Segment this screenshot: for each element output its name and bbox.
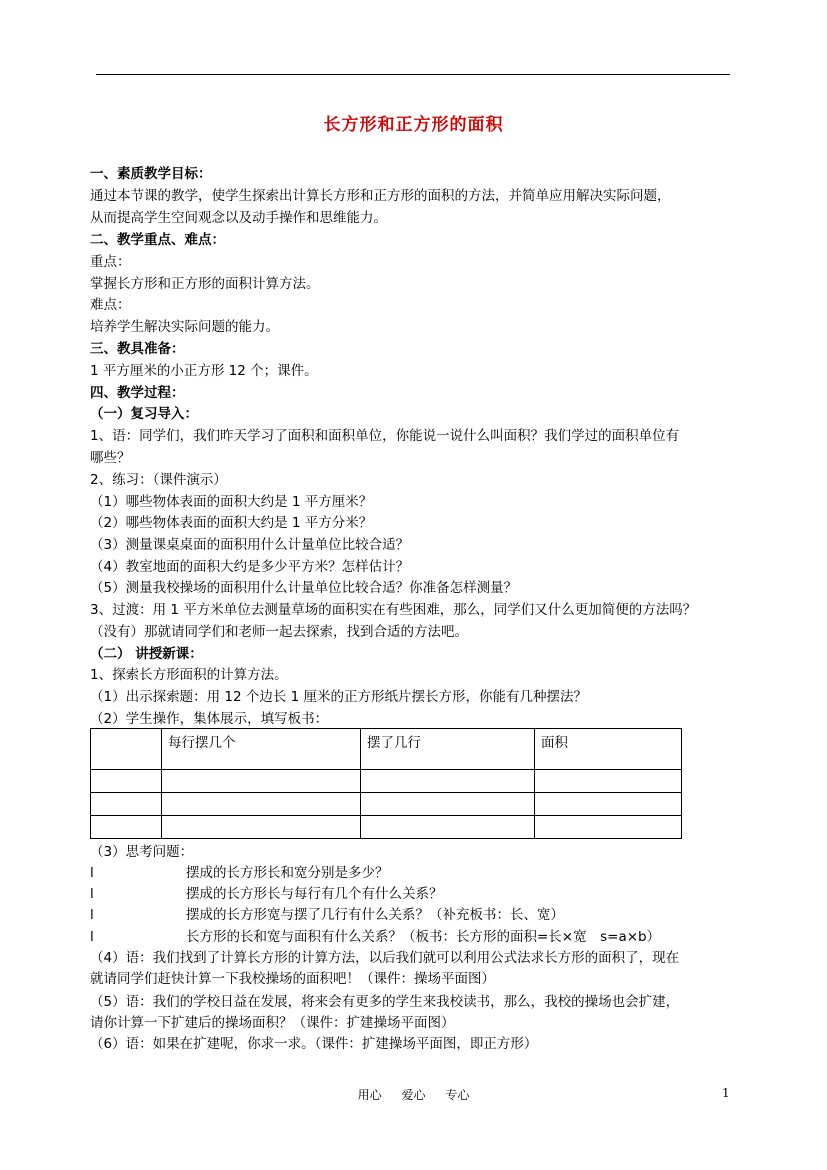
- paragraph-line: 从而提高学生空间观念以及动手操作和思维能力。: [90, 210, 387, 226]
- paragraph-line: （4）语：我们找到了计算长方形的计算方法，以后我们就可以利用公式法求长方形的面积了，现在: [90, 950, 680, 966]
- paragraph-line: （2）学生操作，集体展示，填写板书：: [90, 711, 329, 727]
- table-cell: [361, 816, 535, 839]
- table-row: [91, 793, 682, 816]
- footer-text: 爱心: [401, 1088, 426, 1102]
- list-item-text: 长方形的长和宽与面积有什么关系？（板书：长方形的面积=长×宽 s=a×b）: [186, 929, 661, 945]
- paragraph-line: 就请同学们赶快计算一下我校操场的面积吧！（课件：操场平面图）: [90, 971, 495, 987]
- table-cell: [361, 770, 535, 793]
- paragraph-line: 1、探索长方形面积的计算方法。: [90, 667, 288, 683]
- paragraph-line: （5）测量我校操场的面积用什么计量单位比较合适？你准备怎样测量？: [90, 580, 518, 596]
- section-heading: 三、教具准备：: [90, 341, 185, 357]
- paragraph-line: （没有）那就请同学们和老师一起去探索，找到合适的方法吧。: [90, 624, 468, 640]
- page-footer: [0, 1086, 827, 1103]
- section-heading: （二） 讲授新课：: [90, 646, 203, 662]
- paragraph-line: 通过本节课的教学，使学生探索出计算长方形和正方形的面积的方法，并简单应用解决实际问题，: [90, 188, 671, 204]
- header-rule: [96, 74, 730, 75]
- paragraph-line: 重点：: [90, 254, 131, 270]
- blackboard-table: [90, 728, 682, 839]
- table-cell: [535, 770, 682, 793]
- table-header-cell: 面积: [535, 729, 682, 770]
- paragraph-line: 哪些？: [90, 450, 131, 466]
- paragraph-line: 掌握长方形和正方形的面积计算方法。: [90, 276, 320, 292]
- bullet-marker: l: [90, 929, 94, 945]
- table-cell: [91, 770, 162, 793]
- list-item: [90, 905, 564, 925]
- table-cell: [535, 816, 682, 839]
- table-cell: [91, 816, 162, 839]
- table-header-cell: [91, 729, 162, 770]
- paragraph-line: （4）教室地面的面积大约是多少平方米？怎样估计？: [90, 559, 410, 575]
- section-heading: 四、教学过程：: [90, 385, 185, 401]
- list-item-text: 摆成的长方形宽与摆了几行有什么关系？（补充板书：长、宽）: [186, 907, 564, 923]
- document-title: 长方形和正方形的面积: [323, 115, 504, 135]
- paragraph-line: 请你计算一下扩建后的操场面积？（课件：扩建操场平面图）: [90, 1015, 455, 1031]
- footer-text: 专心: [445, 1088, 470, 1102]
- table-header-cell: 每行摆几个: [162, 729, 361, 770]
- paragraph-line: 1 平方厘米的小正方形 12 个；课件。: [90, 363, 318, 379]
- paragraph-line: 3、过渡：用 1 平方米单位去测量草场的面积实在有些困难，那么，同学们又什么更加简便的方法吗？: [90, 602, 697, 618]
- section-heading: 二、教学重点、难点：: [90, 232, 225, 248]
- table-cell: [162, 793, 361, 816]
- paragraph-line: （5）语：我们的学校日益在发展，将来会有更多的学生来我校读书，那么，我校的操场也会扩建，: [90, 994, 680, 1010]
- paragraph-line: （3）测量课桌桌面的面积用什么计量单位比较合适？: [90, 537, 410, 553]
- paragraph-line: （2）哪些物体表面的面积大约是 1 平方分米？: [90, 515, 373, 531]
- list-item: [90, 927, 660, 947]
- table-cell: [535, 793, 682, 816]
- paragraph-line: （6）语：如果在扩建呢，你求一求。（课件：扩建操场平面图，即正方形）: [90, 1036, 538, 1052]
- paragraph-line: 1、语：同学们，我们昨天学习了面积和面积单位，你能说一说什么叫面积？我们学过的面积单位有: [90, 428, 680, 444]
- paragraph-line: 培养学生解决实际问题的能力。: [90, 319, 279, 335]
- list-item: [90, 863, 389, 883]
- paragraph-line: 2、练习：（课件演示）: [90, 472, 227, 488]
- think-heading: （3）思考问题：: [90, 844, 194, 860]
- list-item: [90, 884, 443, 904]
- table-cell: [162, 770, 361, 793]
- page-number: 1: [722, 1086, 730, 1100]
- table-header-cell: 摆了几行: [361, 729, 535, 770]
- section-heading: （一）复习导入：: [90, 406, 198, 422]
- table-header-row: [91, 729, 682, 770]
- list-item-text: 摆成的长方形长和宽分别是多少？: [186, 865, 389, 881]
- bullet-marker: l: [90, 886, 94, 902]
- table-row: [91, 770, 682, 793]
- section-heading: 一、素质教学目标：: [90, 166, 212, 182]
- paragraph-line: （1）出示探索题：用 12 个边长 1 厘米的正方形纸片摆长方形，你能有几种摆法？: [90, 689, 588, 705]
- table-cell: [361, 793, 535, 816]
- table-cell: [162, 816, 361, 839]
- table-row: [91, 816, 682, 839]
- paragraph-line: 难点：: [90, 297, 131, 313]
- bullet-marker: l: [90, 865, 94, 881]
- footer-text: 用心: [357, 1088, 382, 1102]
- list-item-text: 摆成的长方形长与每行有几个有什么关系？: [186, 886, 443, 902]
- paragraph-line: （1）哪些物体表面的面积大约是 1 平方厘米？: [90, 494, 373, 510]
- bullet-marker: l: [90, 907, 94, 923]
- table-cell: [91, 793, 162, 816]
